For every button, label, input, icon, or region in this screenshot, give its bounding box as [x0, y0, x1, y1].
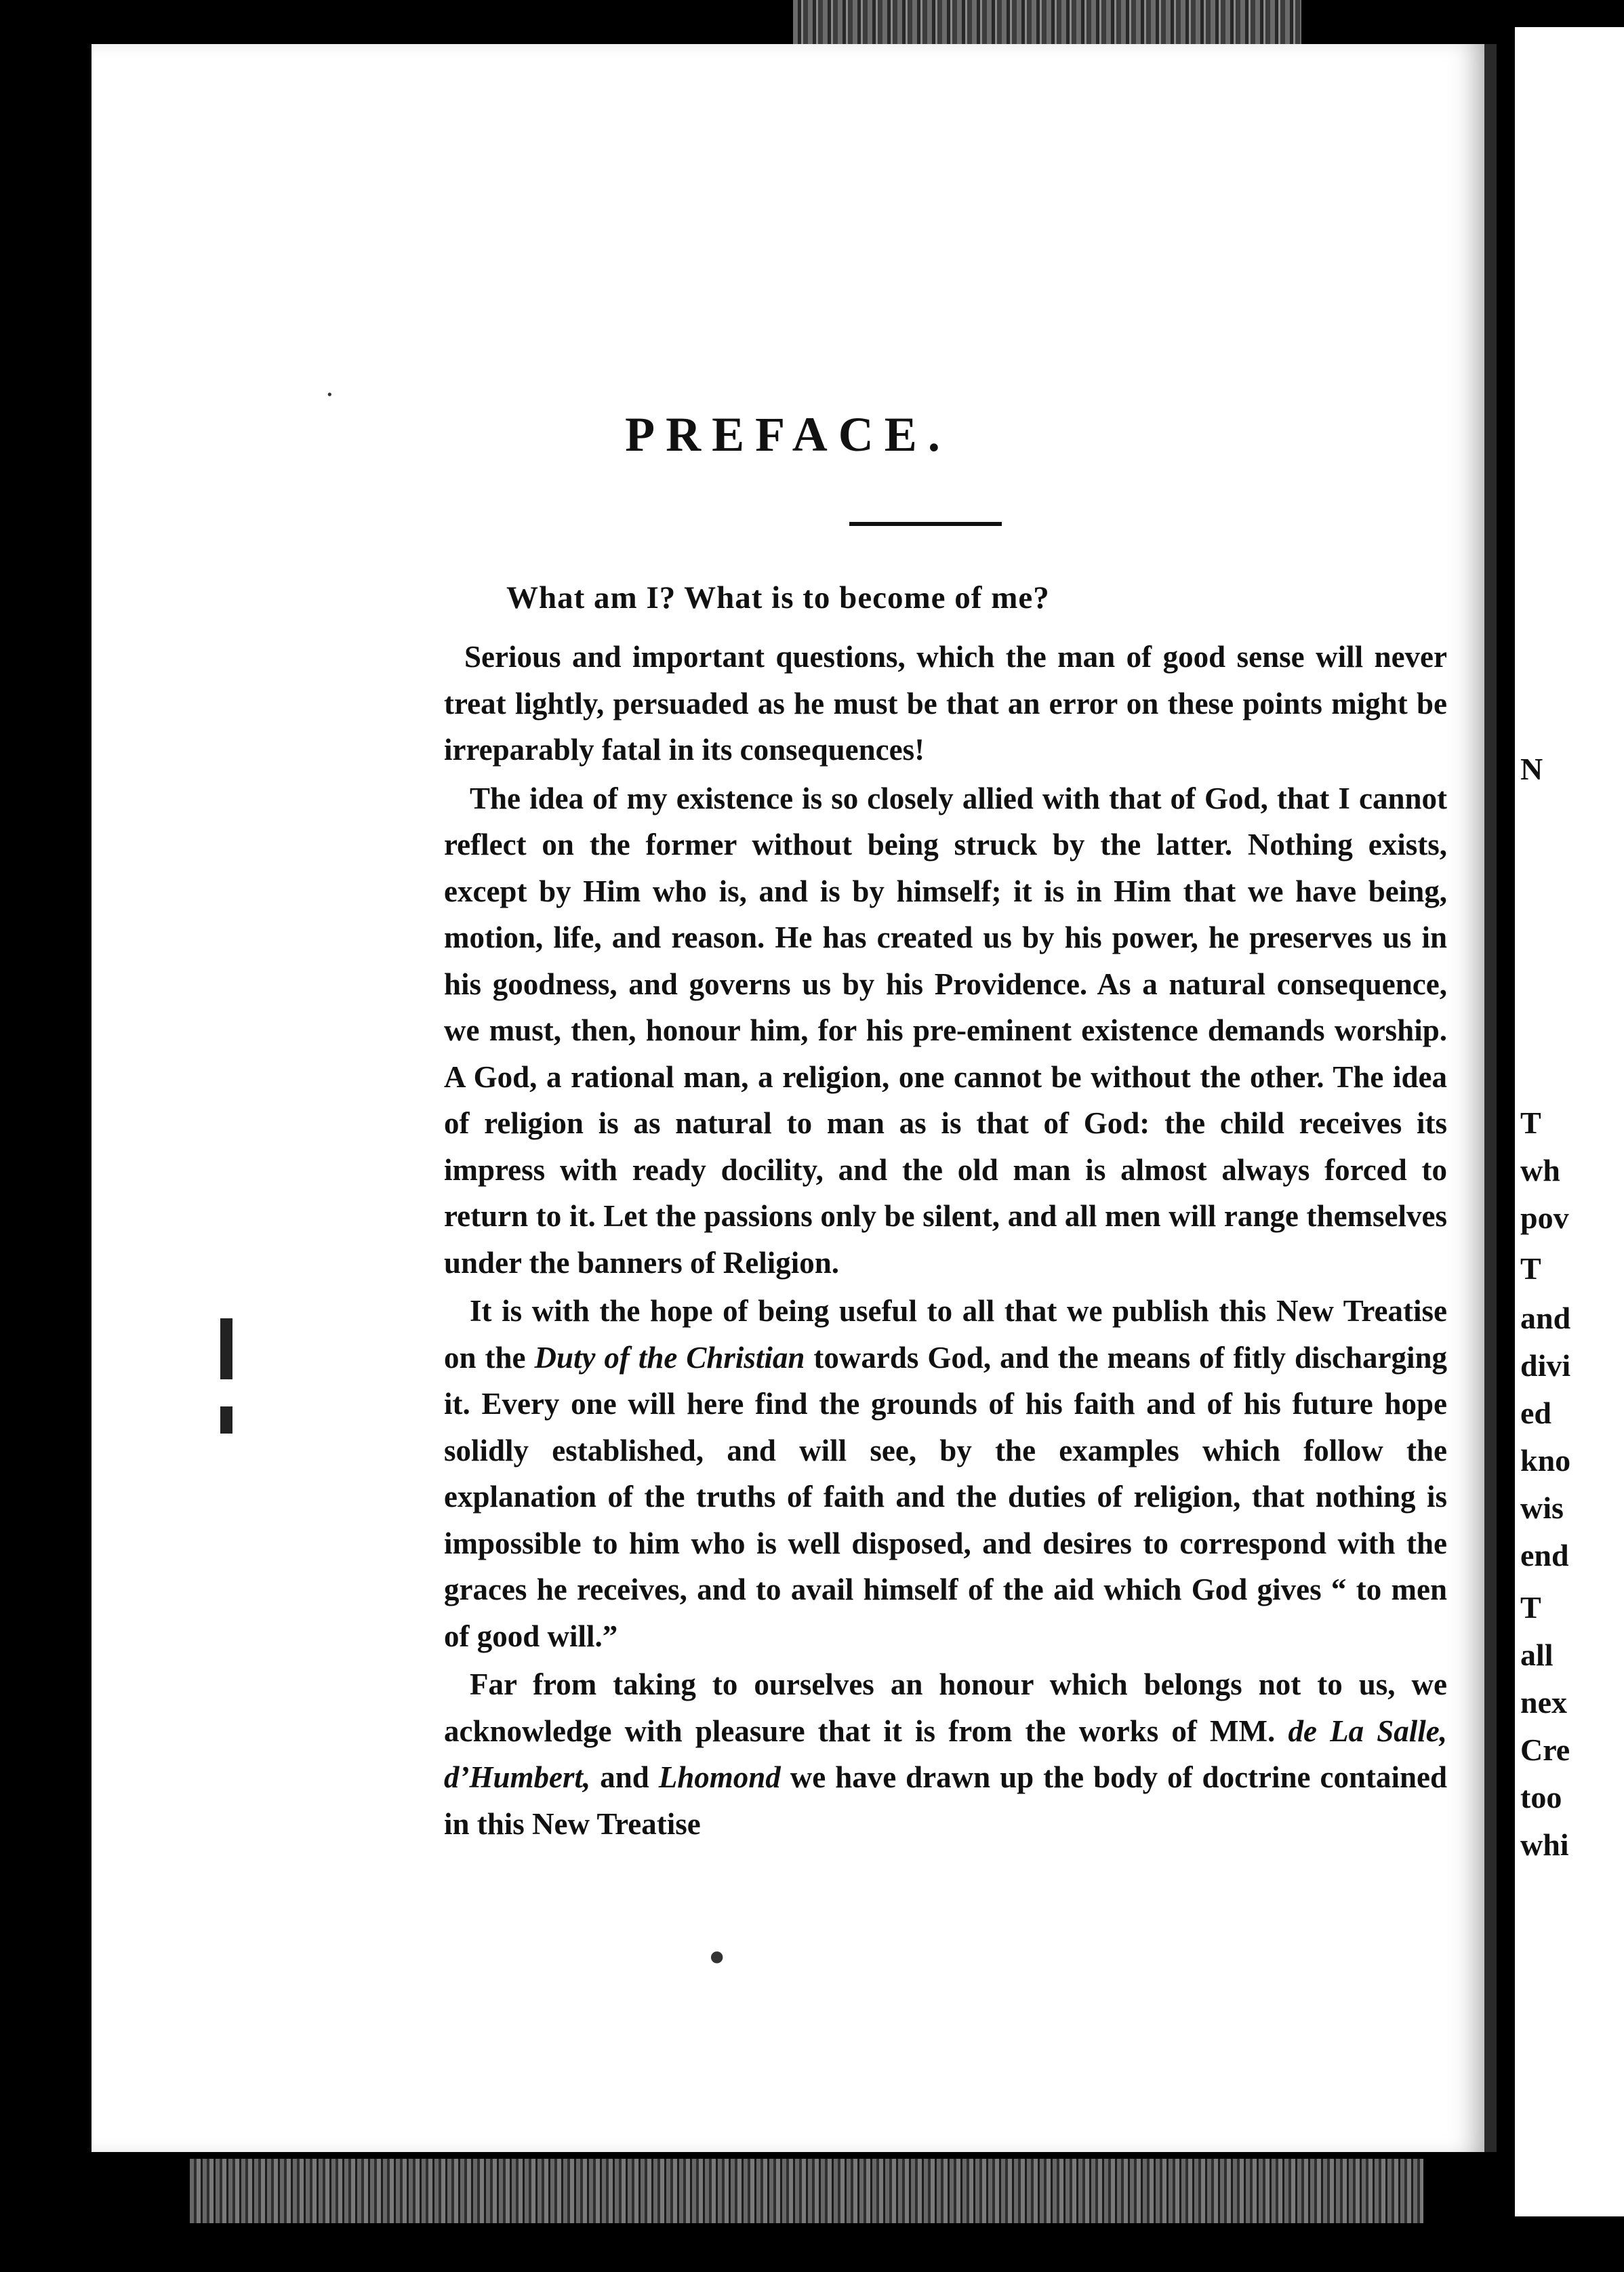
- scanner-strip-top: [793, 0, 1301, 46]
- binding-edge-mark: [220, 1318, 232, 1379]
- facing-fragment: N: [1520, 752, 1543, 786]
- ink-speck: •: [705, 1935, 729, 1983]
- page-title: PREFACE.: [625, 407, 951, 462]
- facing-fragment: ed: [1520, 1396, 1551, 1430]
- binding-edge-mark: [220, 1406, 232, 1434]
- title-rule: [849, 522, 1002, 526]
- italic-names: de La Salle, d’Humbert,: [444, 1713, 1448, 1794]
- paragraph: [444, 1661, 1447, 1847]
- facing-fragment: T: [1520, 1251, 1541, 1286]
- paragraph: Serious and important questions, which the man of good sense will never treat lightly, persuaded as he must be that an error on these points might be irreparably fatal in its consequences!: [444, 640, 1447, 767]
- text-run: Far from taking to ourselves an honour which belongs not to us, we acknowledge with pleasure that it is from the works of MM.: [444, 1667, 1447, 1748]
- facing-fragment: kno: [1520, 1443, 1571, 1478]
- facing-fragment: Cre: [1520, 1732, 1570, 1767]
- text-run: towards God, and the means of fitly discharging it. Every one will here find the grounds of his faith and of his future hope solidly established, and will see, by the examples which follow the explanation of the truths of faith and the duties of religion, that nothing is impossible to him who is well disposed, and desires to correspond with the graces he receives, and to avail himself of the aid which God gives “ to men of good will.”: [444, 1340, 1447, 1653]
- facing-fragment: wh: [1520, 1153, 1560, 1188]
- section-heading: What am I? What is to become of me?: [506, 580, 1050, 615]
- facing-fragment: divi: [1520, 1348, 1571, 1383]
- facing-fragment: whi: [1520, 1827, 1569, 1862]
- facing-fragment: T: [1520, 1105, 1541, 1140]
- facing-fragment: and: [1520, 1301, 1571, 1335]
- book-page: [92, 44, 1497, 2152]
- text-run: and: [590, 1760, 659, 1794]
- italic-name: Lhomond: [658, 1760, 781, 1794]
- scanner-strip-bottom: [190, 2159, 1423, 2223]
- facing-fragment: nex: [1520, 1685, 1567, 1720]
- italic-title: Duty of the Christian: [534, 1340, 805, 1375]
- paragraph: [444, 1288, 1447, 1659]
- facing-page: [1515, 27, 1624, 2216]
- paragraph: The idea of my existence is so closely allied with that of God, that I cannot reflect on the former without being struck by the latter. Nothing exists, except by Him who is, and is by himself; it is in Him that we have being, motion, life, and reason. He has created us by his power, he preserves us in his goodness, and governs us by his Providence. As a natural consequence, we must, then, honour him, for his pre-eminent existence demands worship. A God, a rational man, a religion, one cannot be without the other. The idea of religion is as natural to man as is that of God: the child receives its impress with ready docility, and the old man is almost always forced to return to it. Let the passions only be silent, and all men will range themselves under the banners of Religion.: [444, 781, 1447, 1280]
- body-text: [444, 634, 1447, 1847]
- facing-fragment: pov: [1520, 1200, 1569, 1235]
- text-run: we have drawn up the body of doctrine contained in this New Treatise: [444, 1760, 1447, 1841]
- ink-speck: ·: [325, 380, 334, 411]
- facing-fragment: end: [1520, 1538, 1569, 1573]
- text-run: It is with the hope of being useful to all that we publish this New Treatise on the: [444, 1294, 1447, 1375]
- facing-fragment: T: [1520, 1590, 1541, 1625]
- facing-fragment: too: [1520, 1780, 1562, 1814]
- facing-fragment: all: [1520, 1638, 1554, 1672]
- facing-fragment: wis: [1520, 1490, 1564, 1525]
